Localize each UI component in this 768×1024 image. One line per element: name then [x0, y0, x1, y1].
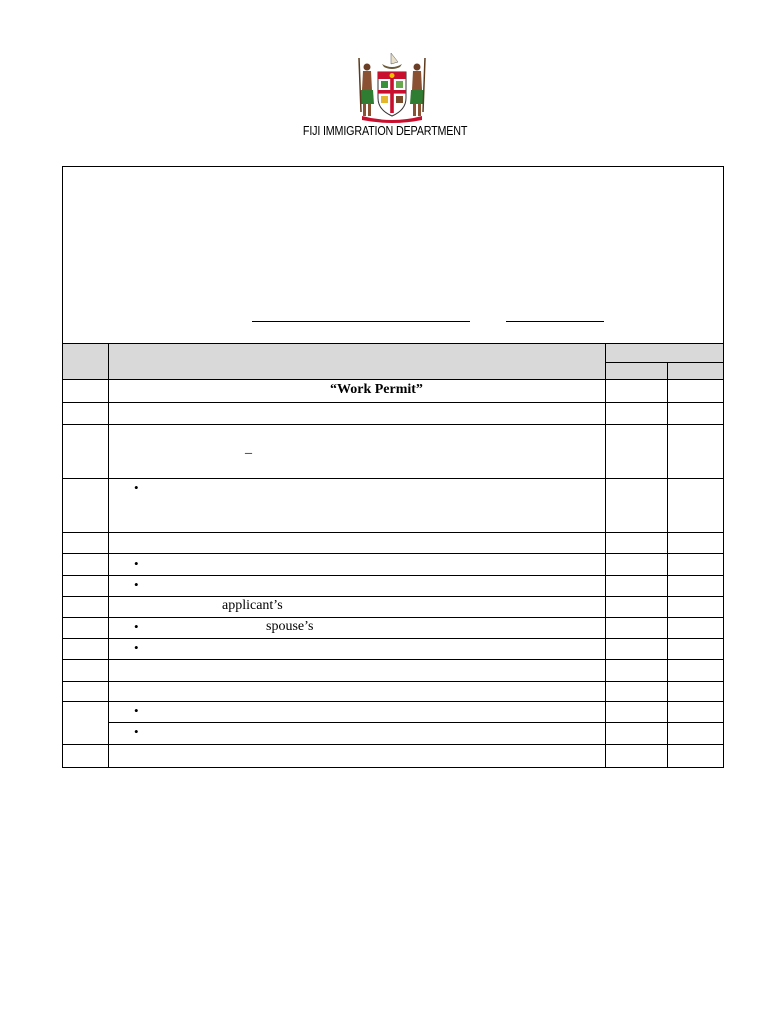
bullet-icon: • — [134, 556, 139, 571]
row-divider — [62, 596, 724, 597]
row-divider — [62, 402, 724, 403]
column-divider — [108, 343, 109, 768]
row-divider — [108, 722, 724, 723]
row-divider — [62, 478, 724, 479]
column-divider — [605, 343, 606, 768]
row-divider — [62, 617, 724, 618]
dash-mark: _ — [245, 441, 252, 456]
signature-line[interactable] — [252, 321, 470, 322]
row-divider — [62, 343, 724, 344]
department-title: FIJI IMMIGRATION DEPARTMENT — [302, 124, 468, 138]
row-divider — [62, 532, 724, 533]
row-divider — [605, 362, 724, 363]
row-divider — [62, 701, 724, 702]
row-divider — [62, 379, 724, 380]
fiji-coat-of-arms-icon — [354, 50, 430, 126]
row-divider — [62, 659, 724, 660]
bullet-icon: • — [134, 703, 139, 718]
date-line[interactable] — [506, 321, 604, 322]
bullet-icon: • — [134, 619, 139, 634]
spouses-label: spouse’s — [266, 619, 314, 634]
row-divider — [62, 638, 724, 639]
row-divider — [62, 744, 724, 745]
row-divider — [62, 424, 724, 425]
bullet-icon: • — [134, 640, 139, 655]
row-divider — [62, 681, 724, 682]
form-box — [62, 166, 724, 768]
column-divider — [667, 362, 668, 768]
bullet-icon: • — [134, 480, 139, 495]
row-divider — [62, 553, 724, 554]
applicants-label: applicant’s — [222, 598, 283, 613]
bullet-icon: • — [134, 724, 139, 739]
work-permit-label: “Work Permit” — [330, 382, 423, 397]
bullet-icon: • — [134, 577, 139, 592]
row-divider — [62, 575, 724, 576]
